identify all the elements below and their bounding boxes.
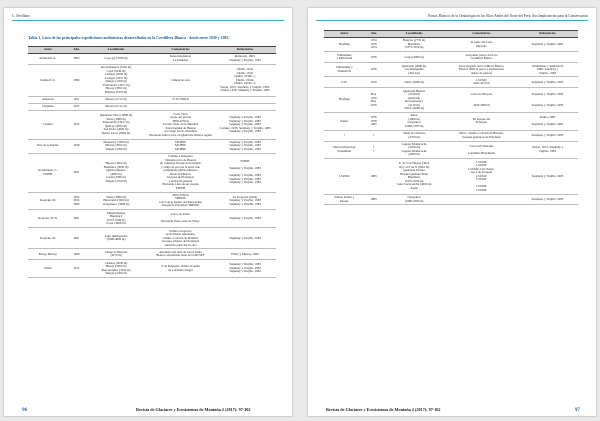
col-comments-header: Comentarios xyxy=(147,47,214,54)
cell-comments: Y de Polylepis, Orbita oCauma en Cordillera Negra xyxy=(147,260,214,278)
cell-author: Orto de la Puente xyxy=(28,139,68,153)
col-localities-header: Localidades xyxy=(382,31,446,38)
table-row xyxy=(324,194,578,205)
cell-author: Vuilleumier y Simberloff xyxy=(324,63,365,77)
cell-author: LSUMZ xyxy=(324,159,365,194)
col-author-header: Autor xyxy=(28,47,68,54)
left-page xyxy=(4,8,292,416)
cell-year: 1932 xyxy=(68,111,85,139)
cell-references: Ebury y Murray, 1969 xyxy=(214,249,276,260)
cell-references: Stepheny y Trujillo, 1983 Stepheny y Trujillo, 1983 Stepheny y Trujillo, 1983 Carriker, 1933; Stepheny y Trujillo, 1983 Stepheny y Trujillo, 1983 xyxy=(214,111,276,139)
cell-year: 1983 xyxy=(365,159,383,194)
cell-comments: En bosque del Polylepis xyxy=(446,113,517,131)
journal-citation: Revista de Glaciares y Ecosistemas de Montaña 2 (2017): 97-102 xyxy=(136,407,251,412)
cell-author: Pennis P. O. xyxy=(28,64,68,96)
cell-references: Stepheny y Trujillo, 1983 Stepheny y Trujillo, 1983 Stepheny y Trujillo, 1983 xyxy=(214,139,276,153)
journal-citation: Revista de Glaciares y Ecosistemas de Montaña 2 (2017): 97-102 xyxy=(326,407,441,412)
cell-author: Hoefling xyxy=(324,88,365,113)
table-row xyxy=(28,54,276,65)
table-row xyxy=(324,159,578,194)
cell-references: FMNH Stepheny y Trujillo, 1983 Stepheny y Trujillo, 1983 Stepheny y Trujillo, 1983 Stepheny y Trujillo, 1983 xyxy=(214,153,276,192)
col-comments-header: Comentarios xyxy=(446,31,517,38)
cell-localities: E. de S de Huaraz (3910 m) y al E de N (3910 m) Quebrada Portero Bosque Quenual Sbnu Huallanca (3375-3500 m) Lake Conoconcha (4000 m) Aquia xyxy=(382,159,446,194)
cell-year: 1961 xyxy=(68,228,85,249)
cell-references xyxy=(214,103,276,110)
table-row xyxy=(28,139,276,153)
cell-references xyxy=(214,96,276,103)
cell-year: May 1979 May 1979 xyxy=(365,88,383,113)
cell-references: Stepheny y Trujillo, 1983 xyxy=(517,77,578,88)
col-localities-header: Localidades xyxy=(85,47,147,54)
cell-comments: 3000-3700 m MHNSP Cerca de la laguna del Yanacuchas bosque de Polylepis, MHNSP xyxy=(147,192,214,210)
cell-localities: Yanac (3900 m) Huascarán (3600 m) Llanganuco (3000 m) xyxy=(85,192,147,210)
species-expeditions-table-continued xyxy=(324,30,578,205)
cell-localities: Yanac (3900 m) Cilarpanca (3400-3700 m) xyxy=(382,113,446,131)
right-page xyxy=(308,8,596,416)
running-header xyxy=(316,13,588,21)
table-row xyxy=(324,38,578,52)
cell-author: Vaurie xyxy=(28,260,68,278)
running-head-title: Puntos Blancos de la Ornitología en los Altos Andes del Norte del Perú: Sus Implicancias para la Conservación xyxy=(428,14,588,18)
cell-comments: Camino a Pelagatos Sfdonde cerca de Huaraz en complejo bosque de Polylepis y arriba de gora ha la entra rido profundada Quillcayhuanca Oeste de Huaraz, bosques del Polylepis y arriba Orqueteria Hacienda Lluta de un rosquis FMNH xyxy=(147,153,214,192)
species-expeditions-table xyxy=(28,46,276,278)
cell-comments xyxy=(446,194,517,205)
cell-localities: Mirgabillangat Huallanca (3375-3500 m) Cojur (3000 m) xyxy=(85,210,147,228)
cell-author: Anderson xyxy=(28,96,68,103)
cell-localities: Huaraz (3052 m) Huallanca (3000 m) Quillcayhuanca (4000 m) Casial (3990 m) Yungay (2550 m) xyxy=(85,153,147,192)
cell-year: 1937 xyxy=(68,103,85,110)
cell-localities: Yanac (3900 m) xyxy=(382,77,446,88)
cell-comments: LSUMZ 2405-4270 m xyxy=(446,77,517,88)
table-row xyxy=(28,64,276,96)
cell-references: Stepheny y Trujillo, 1983 xyxy=(214,228,276,249)
table-row xyxy=(28,210,276,228)
cell-year: 1961 xyxy=(68,210,85,228)
cell-year: 1983 xyxy=(365,194,383,205)
table-row xyxy=(28,153,276,192)
cell-year: 1979 xyxy=(365,77,383,88)
cell-references: Stepheny y Trujillo, 1983 xyxy=(214,210,276,228)
cell-author: Koltermeler, C. FMNH xyxy=(28,153,68,192)
cell-references: Stepheny y Trujillo, 1983 xyxy=(517,38,578,52)
col-year-header: Año xyxy=(68,47,85,54)
cell-localities: Carpa (4000 m) xyxy=(382,52,446,63)
cell-year: 1951 xyxy=(68,153,85,192)
table-row xyxy=(324,77,578,88)
page-number: 97 xyxy=(574,407,580,413)
col-year-header: Año xyxy=(365,31,383,38)
col-references-header: Referencias xyxy=(517,31,578,38)
table-row xyxy=(324,52,578,63)
cell-comments: Cerca del Yanaquis Cordillera Huayhuash xyxy=(446,141,517,159)
cell-year: 1974 1976 1974 xyxy=(365,38,383,52)
table-header-row xyxy=(28,47,276,54)
cell-comments: Cerca de Yanac Hacienda Yana, oeste de Yanac xyxy=(147,210,214,228)
cell-comments: MCHNP MCHNP MCHNP xyxy=(147,139,214,153)
cell-localities: Lake Quimanacha (3900-4000 m) xyxy=(85,228,147,249)
cell-comments: MVZ, camino a Chavín de Huantar, bosques genéricos de Polylepis xyxy=(446,130,517,141)
cell-localities: Cilarpanca (3400-4700 m) xyxy=(382,194,446,205)
cell-year: 1968 xyxy=(68,249,85,260)
table-row xyxy=(28,192,276,210)
page-number: 96 xyxy=(22,407,28,413)
cell-references: Raimondi, 1863; Stepheny y Trujillo, 1963 xyxy=(214,54,276,65)
cell-year: ? xyxy=(365,130,383,141)
cell-references: Chubb, 1919; Chubb, 1919; Chubb, 1919b, c; Chubb, 1919a; Chubb, 1919b, d; Vaurie, 1972; Stepheny y Trujillo, 1983; Chubb, 1919; Stepheny y Trujillo, 1983 xyxy=(214,64,276,96)
cell-comments: Primer recogerico de Polylepis abundante, camino a Chavín de Huantar, bosques arbóreo del Polylepis alterando parte del río sita xyxy=(147,228,214,249)
cell-author: Raimondi, A. xyxy=(28,54,68,65)
cell-localities: Copa (a) (3700 m) xyxy=(85,54,147,65)
cell-comments: 27 05.7608 m xyxy=(147,96,214,103)
cell-localities: Quebrada Huaraz (3910 m) Quebrada Recuayhuanca (4110 m) Yanac (4000 m) xyxy=(382,88,446,113)
cell-year: 1951 xyxy=(68,96,85,103)
cell-comments: Costa Varas Al pie del glaciar 3680-4770 m Al lado Oeste de la Marañón Zonal lagunal de Huaraz a lo largo del río Marañón Hacienda Santa Clara, en Quebrada Olleros región xyxy=(147,111,214,139)
cell-localities: Quebrada Ulta (c.3800 m) Yanac (3900 m) Yanacancha (3417 m) Quilcay (3832 m) San Pedro (4029 m) Remol Lucas (3900 m) xyxy=(85,111,147,139)
running-head-author: C. Sévillano xyxy=(12,14,30,18)
cell-references xyxy=(517,52,578,63)
cell-author: ? xyxy=(324,130,365,141)
cell-author: Hoefling xyxy=(324,38,365,52)
cell-comments: Arroyuelo pásico del Lito Cordillera Blanca xyxy=(446,52,517,63)
cell-year: 1976 1978 1983 xyxy=(365,113,383,131)
cell-comments: Cañada de aves xyxy=(147,64,214,96)
col-references-header: Referencias xyxy=(214,47,276,54)
table-row xyxy=(324,88,578,113)
cell-author: Chapman xyxy=(28,103,68,110)
cell-author: Koepcke, M. xyxy=(28,192,68,210)
cell-localities: Macará (2712 m) xyxy=(85,103,147,110)
cell-localities: Monterrey (3000 m) Huaraz (3052 m) Yungay (2450 m) xyxy=(85,139,147,153)
cell-author: Koepcke, H. W. xyxy=(28,210,68,228)
cell-localities: Laguna Sibinacocha (4100 m) Laguna Sibinacocha (4050 m) xyxy=(382,141,446,159)
table-row xyxy=(324,113,578,131)
cell-references: M. Koepcke (1954) Stepheny y Trujillo, 1983 Stepheny y Trujillo, 1983 xyxy=(214,192,276,210)
table-header-row xyxy=(324,31,578,38)
cell-references: Stepheny y Trujillo, 1983 Stepheny y Trujillo, 1983 xyxy=(517,88,578,113)
cell-author: Harvard Peruvian Expedition xyxy=(324,141,365,159)
cell-comments: LSUMZ LSUMZ LSUMZ, Lilo Yanac, cerca de Turupan LSUMZ LSUMZ LSUMZ LSUMZ xyxy=(446,159,517,194)
table-row xyxy=(28,103,276,110)
table-row xyxy=(28,96,276,103)
cell-localities: Huaylas (2735 m) Huallanca (3375-3550 m) xyxy=(382,38,446,52)
cell-comments: Alrededor del área de Lucas Santa Blanca, expedición parte de la MCSEF xyxy=(147,249,214,260)
cell-year: 1976 xyxy=(365,52,383,63)
cell-author: Carriker xyxy=(28,111,68,139)
cell-localities: Yanal de Chinarra (3750 m) xyxy=(382,130,446,141)
cell-references: Vuilleumier y Simberloff, 1980; Stepheny y Trujillo, 1983 xyxy=(517,63,578,77)
cell-author: Parker xyxy=(324,113,365,131)
cell-comments: Kaia Altiplanicie La Pampilla xyxy=(147,54,214,65)
running-header xyxy=(12,13,284,21)
cell-author: Koepcke, M. xyxy=(28,228,68,249)
table-row xyxy=(324,63,578,77)
cell-year: 1954 1954 1960 xyxy=(68,192,85,210)
cell-year: 1976 xyxy=(365,63,383,77)
cell-comments: Al norte del Cono Huaylas xyxy=(446,38,517,52)
cell-localities: Macará (2712 m) xyxy=(85,96,147,103)
cell-localities: Chupe de Huaylas (4270 m) xyxy=(85,249,147,260)
table-row xyxy=(28,228,276,249)
cell-references: Vaurie, 1972; Stepheny y Trujillo, 1983 xyxy=(517,141,578,159)
cell-year: 1863 xyxy=(68,54,85,65)
cell-comments: Zona aleganiz del Cordillera Blanca, Huaraz 4000 m (poco a espinosidad dentro de pastos) xyxy=(446,63,517,77)
cell-localities: Carhuaz (2650 m) Huaraz (3050 m) Puerquespina (3500 m) Yungay (2450 m) xyxy=(85,260,147,278)
table-caption: Tabla 1. Lista de los principales expediciones andinísticas desarrolladas en la Cordillera Blanca - desde entre 1930 y 1983. xyxy=(28,36,230,40)
cell-author: LSU xyxy=(324,77,365,88)
table-row xyxy=(28,249,276,260)
table-row xyxy=(324,130,578,141)
col-author-header: Autor xyxy=(324,31,365,38)
cell-comments: Cerca de Huaylas 3450-3900 m xyxy=(446,88,517,113)
cell-author: Ebury, Murray xyxy=(28,249,68,260)
table-row xyxy=(324,141,578,159)
table-row xyxy=(28,111,276,139)
cell-year: 1899 xyxy=(68,64,85,96)
cell-references: Stepheny y Trujillo, 1983 xyxy=(517,194,578,205)
cell-references: Stepheny y Trujillo, 1983 xyxy=(517,159,578,194)
table-row xyxy=(28,260,276,278)
cell-year: 1940 xyxy=(68,139,85,153)
cell-localities: Quebrada (4000 m) Cuyumanquilla (3614 m) xyxy=(382,63,446,77)
cell-author: Vuilleumier y Rimsdwall xyxy=(324,52,365,63)
cell-localities: Recuayhuanca (3450 m) Copa (3239 m) Carhuaz (2650 m) Grongas (3370 m) Yungay (2450 m) Yanacancha (3417 m) Huaraz (3091 m) Huaylas (3370 m) xyxy=(85,64,147,96)
cell-references: Stepheny y Trujillo, 1983 Stepheny y Trujillo, 1983 Stepheny y Trujillo, 1983 xyxy=(214,260,276,278)
cell-comments xyxy=(147,103,214,110)
cell-references: Parker, 1983 Stepheny y Trujillo, 1983 xyxy=(517,113,578,131)
cell-author: Parker, Parker y Parque xyxy=(324,194,365,205)
cell-year: ? ? xyxy=(365,141,383,159)
cell-year: 1972 xyxy=(68,260,85,278)
cell-references: Stepheny y Trujillo, 1983 xyxy=(517,130,578,141)
